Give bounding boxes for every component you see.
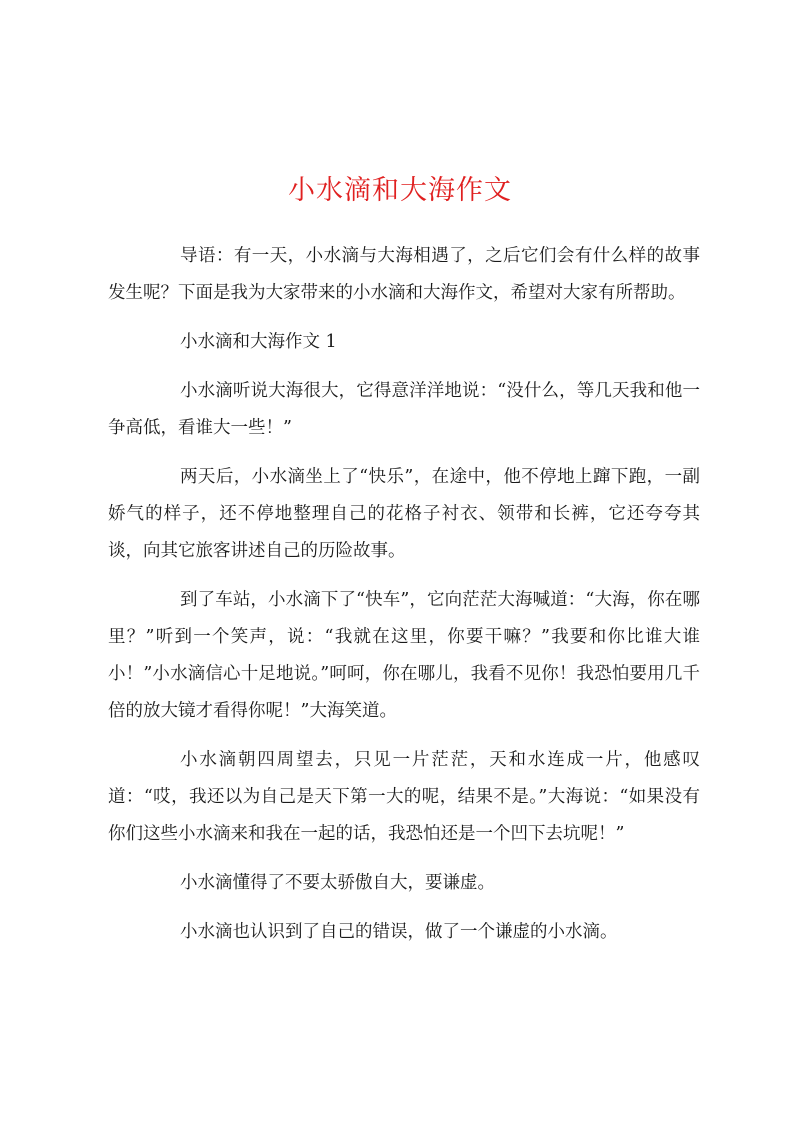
paragraph: 两天后，小水滴坐上了“快乐”，在途中，他不停地上蹿下跑，一副娇气的样子，还不停地整理自己的花格子衬衣、领带和长裤，它还夸夸其谈，向其它旅客讲述自己的历险故事。 xyxy=(108,467,700,561)
paragraph: 小水滴也认识到了自己的错误，做了一个谦虚的小水滴。 xyxy=(180,922,618,942)
document-body xyxy=(108,238,700,963)
paragraph: 小水滴听说大海很大，它得意洋洋地说：“没什么，等几天我和他一争高低，看谁大一些！” xyxy=(108,381,700,438)
paragraph: 小水滴朝四周望去，只见一片茫茫，天和水连成一片，他感叹道：“哎，我还以为自己是天下第一大的呢，结果不是。”大海说：“如果没有你们这些小水滴来和我在一起的话，我恐怕还是一个凹下去坑呢！” xyxy=(108,750,700,844)
paragraph-intro: 导语：有一天，小水滴与大海相遇了，之后它们会有什么样的故事发生呢？下面是我为大家带来的小水滴和大海作文，希望对大家有所帮助。 xyxy=(108,246,700,303)
section-heading: 小水滴和大海作文 1 xyxy=(180,332,337,352)
document-title: 小水滴和大海作文 xyxy=(288,175,512,206)
paragraph: 到了车站，小水滴下了“快车”，它向茫茫大海喊道：“大海，你在哪里？”听到一个笑声，说：“我就在这里，你要干嘛？”我要和你比谁大谁小！”小水滴信心十足地说。”呵呵，你在哪儿，我看不见你！我恐怕要用几千倍的放大镜才看得你呢！”大海笑道。 xyxy=(108,590,700,721)
paragraph: 小水滴懂得了不要太骄傲自大，要谦虚。 xyxy=(180,873,495,893)
